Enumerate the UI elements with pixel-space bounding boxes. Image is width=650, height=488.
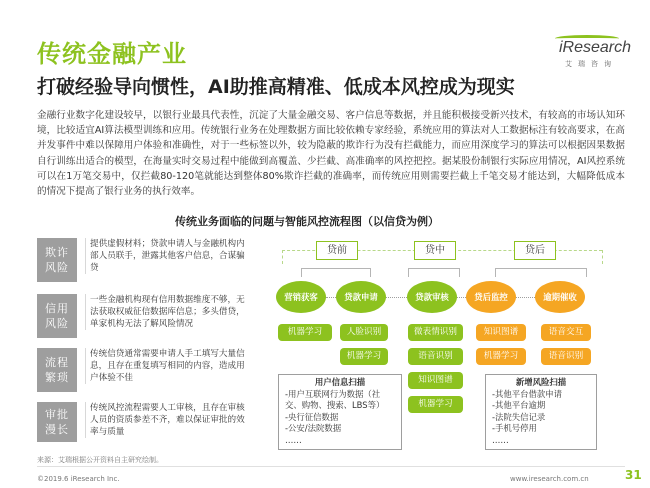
page-title: 传统金融产业 <box>37 40 187 68</box>
problem-label: 欺诈 风险 <box>37 238 77 282</box>
footer-divider <box>37 466 625 467</box>
new-risk-line: -其他平台借款申请 <box>492 388 563 399</box>
node-collect: 逾期催收 <box>535 281 585 313</box>
tech-pill: 人脸识别 <box>340 324 388 341</box>
user-info-line: -公安/法院数据 <box>285 423 342 434</box>
problem-card-fraud <box>37 238 245 282</box>
tech-pill: 知识图谱 <box>476 324 526 341</box>
tech-pill: 知识图谱 <box>408 372 463 389</box>
tech-pill: 语音交互 <box>541 324 591 341</box>
stage-in-loan: 贷中 <box>414 241 456 260</box>
tech-pill: 机器学习 <box>476 348 526 365</box>
user-info-line: 交、购物、搜索、LBS等） <box>285 400 385 411</box>
flow-arrow <box>386 297 407 298</box>
node-monitor: 贷后监控 <box>466 281 516 313</box>
new-risk-title: 新增风险扫描 <box>515 377 567 387</box>
user-info-title: 用户信息扫描 <box>314 377 366 387</box>
problem-text: 传统信贷通常需要申请人手工填写大量信息，且存在重复填写相同的内容，造成用户体验不佳 <box>85 348 248 384</box>
tech-pill: 机器学习 <box>340 348 388 365</box>
new-risk-line: -其他平台逾期 <box>492 400 546 411</box>
stage-pre-loan: 贷前 <box>316 241 358 260</box>
user-info-line: -用户互联网行为数据（社 <box>285 388 381 399</box>
node-apply: 贷款申请 <box>336 281 386 313</box>
flow-arrow <box>516 297 535 298</box>
problem-card-approval <box>37 402 245 442</box>
node-marketing: 营销获客 <box>276 281 326 313</box>
user-info-scan-box <box>278 374 402 450</box>
problem-card-process <box>37 348 245 392</box>
bracket-pre <box>301 268 371 277</box>
tech-pill: 微表情识别 <box>408 324 463 341</box>
tech-pill: 机器学习 <box>408 396 463 413</box>
new-risk-line: …… <box>492 434 509 445</box>
stage-tick <box>282 250 283 264</box>
problem-label: 信用 风险 <box>37 294 77 338</box>
problem-label: 审批 漫长 <box>37 402 77 442</box>
new-risk-line: -手机号停用 <box>492 423 537 434</box>
logo-brand: iResearch <box>559 39 632 56</box>
page-number: 31 <box>625 468 642 482</box>
problem-text: 传统风控流程需要人工审核，且存在审核人员的资质参差不齐，难以保证审批的效率与质量 <box>85 402 248 438</box>
user-info-line: -央行征信数据 <box>285 411 339 422</box>
flow-arrow <box>457 297 466 298</box>
new-risk-line: -法院失信记录 <box>492 411 546 422</box>
problem-label: 流程 繁琐 <box>37 348 77 392</box>
logo-sub: 艾瑞咨询 <box>565 60 617 68</box>
user-info-line: …… <box>285 434 302 445</box>
footer-url: www.iresearch.com.cn <box>510 475 589 483</box>
problem-text: 提供虚假材料；贷款申请人与金融机构内部人员联手，泄露其他客户信息，合谋骗贷 <box>85 238 248 274</box>
source-note: 来源：艾瑞根据公开资料自主研究绘制。 <box>37 456 163 464</box>
stage-post-loan: 贷后 <box>514 241 556 260</box>
bracket-post <box>495 268 587 277</box>
tech-pill: 语音识别 <box>541 348 591 365</box>
copyright: ©2019.6 iResearch Inc. <box>37 475 120 483</box>
problem-card-credit <box>37 294 245 338</box>
stage-tick <box>602 250 603 264</box>
node-review: 贷款审核 <box>407 281 457 313</box>
page-subtitle: 打破经验导向惯性，AI助推高精准、低成本风控成为现实 <box>37 76 515 98</box>
problem-text: 一些金融机构现有信用数据维度不够，无法获取权威征信数据库信息；多头借贷，单家机构无法了解风险情况 <box>85 294 248 330</box>
tech-pill: 语音识别 <box>408 348 463 365</box>
flow-arrow <box>326 297 336 298</box>
iresearch-logo <box>555 33 632 69</box>
figure-title: 传统业务面临的问题与智能风控流程图（以信贷为例） <box>175 215 439 228</box>
new-risk-scan-box <box>485 374 597 450</box>
body-paragraph: 金融行业数字化建设较早，以银行业最具代表性，沉淀了大量金融交易、客户信息等数据，并且能积极接受新兴技术，有较高的市场认知环境，比较适宜AI算法模型训练和应用。传统银行业务在处理数据方面比较依赖专家经验，系统应用的算法对人工数据标注有较高要求，在高并发事件中难以保障用户体验和准确性，对于一些标签以外，较为隐蔽的欺诈行为没有拦截能力，而应用深度学习的算法可以根据因果数据自行训练出适合的模型，在海量实时交易过程中能做到高覆盖、少拦截、高准确率的风控把控。据某股份制银行实际应用情况，AI风控系统可以在1万笔交易中，仅拦截80-120笔就能达到整体80%欺诈拦截的准确率，而传统应用则需要拦截上千笔交易才能达到，大幅降低成本的情况下提高了银行业务的执行效率。 <box>37 110 625 198</box>
tech-pill: 机器学习 <box>278 324 332 341</box>
bracket-in <box>408 268 460 277</box>
